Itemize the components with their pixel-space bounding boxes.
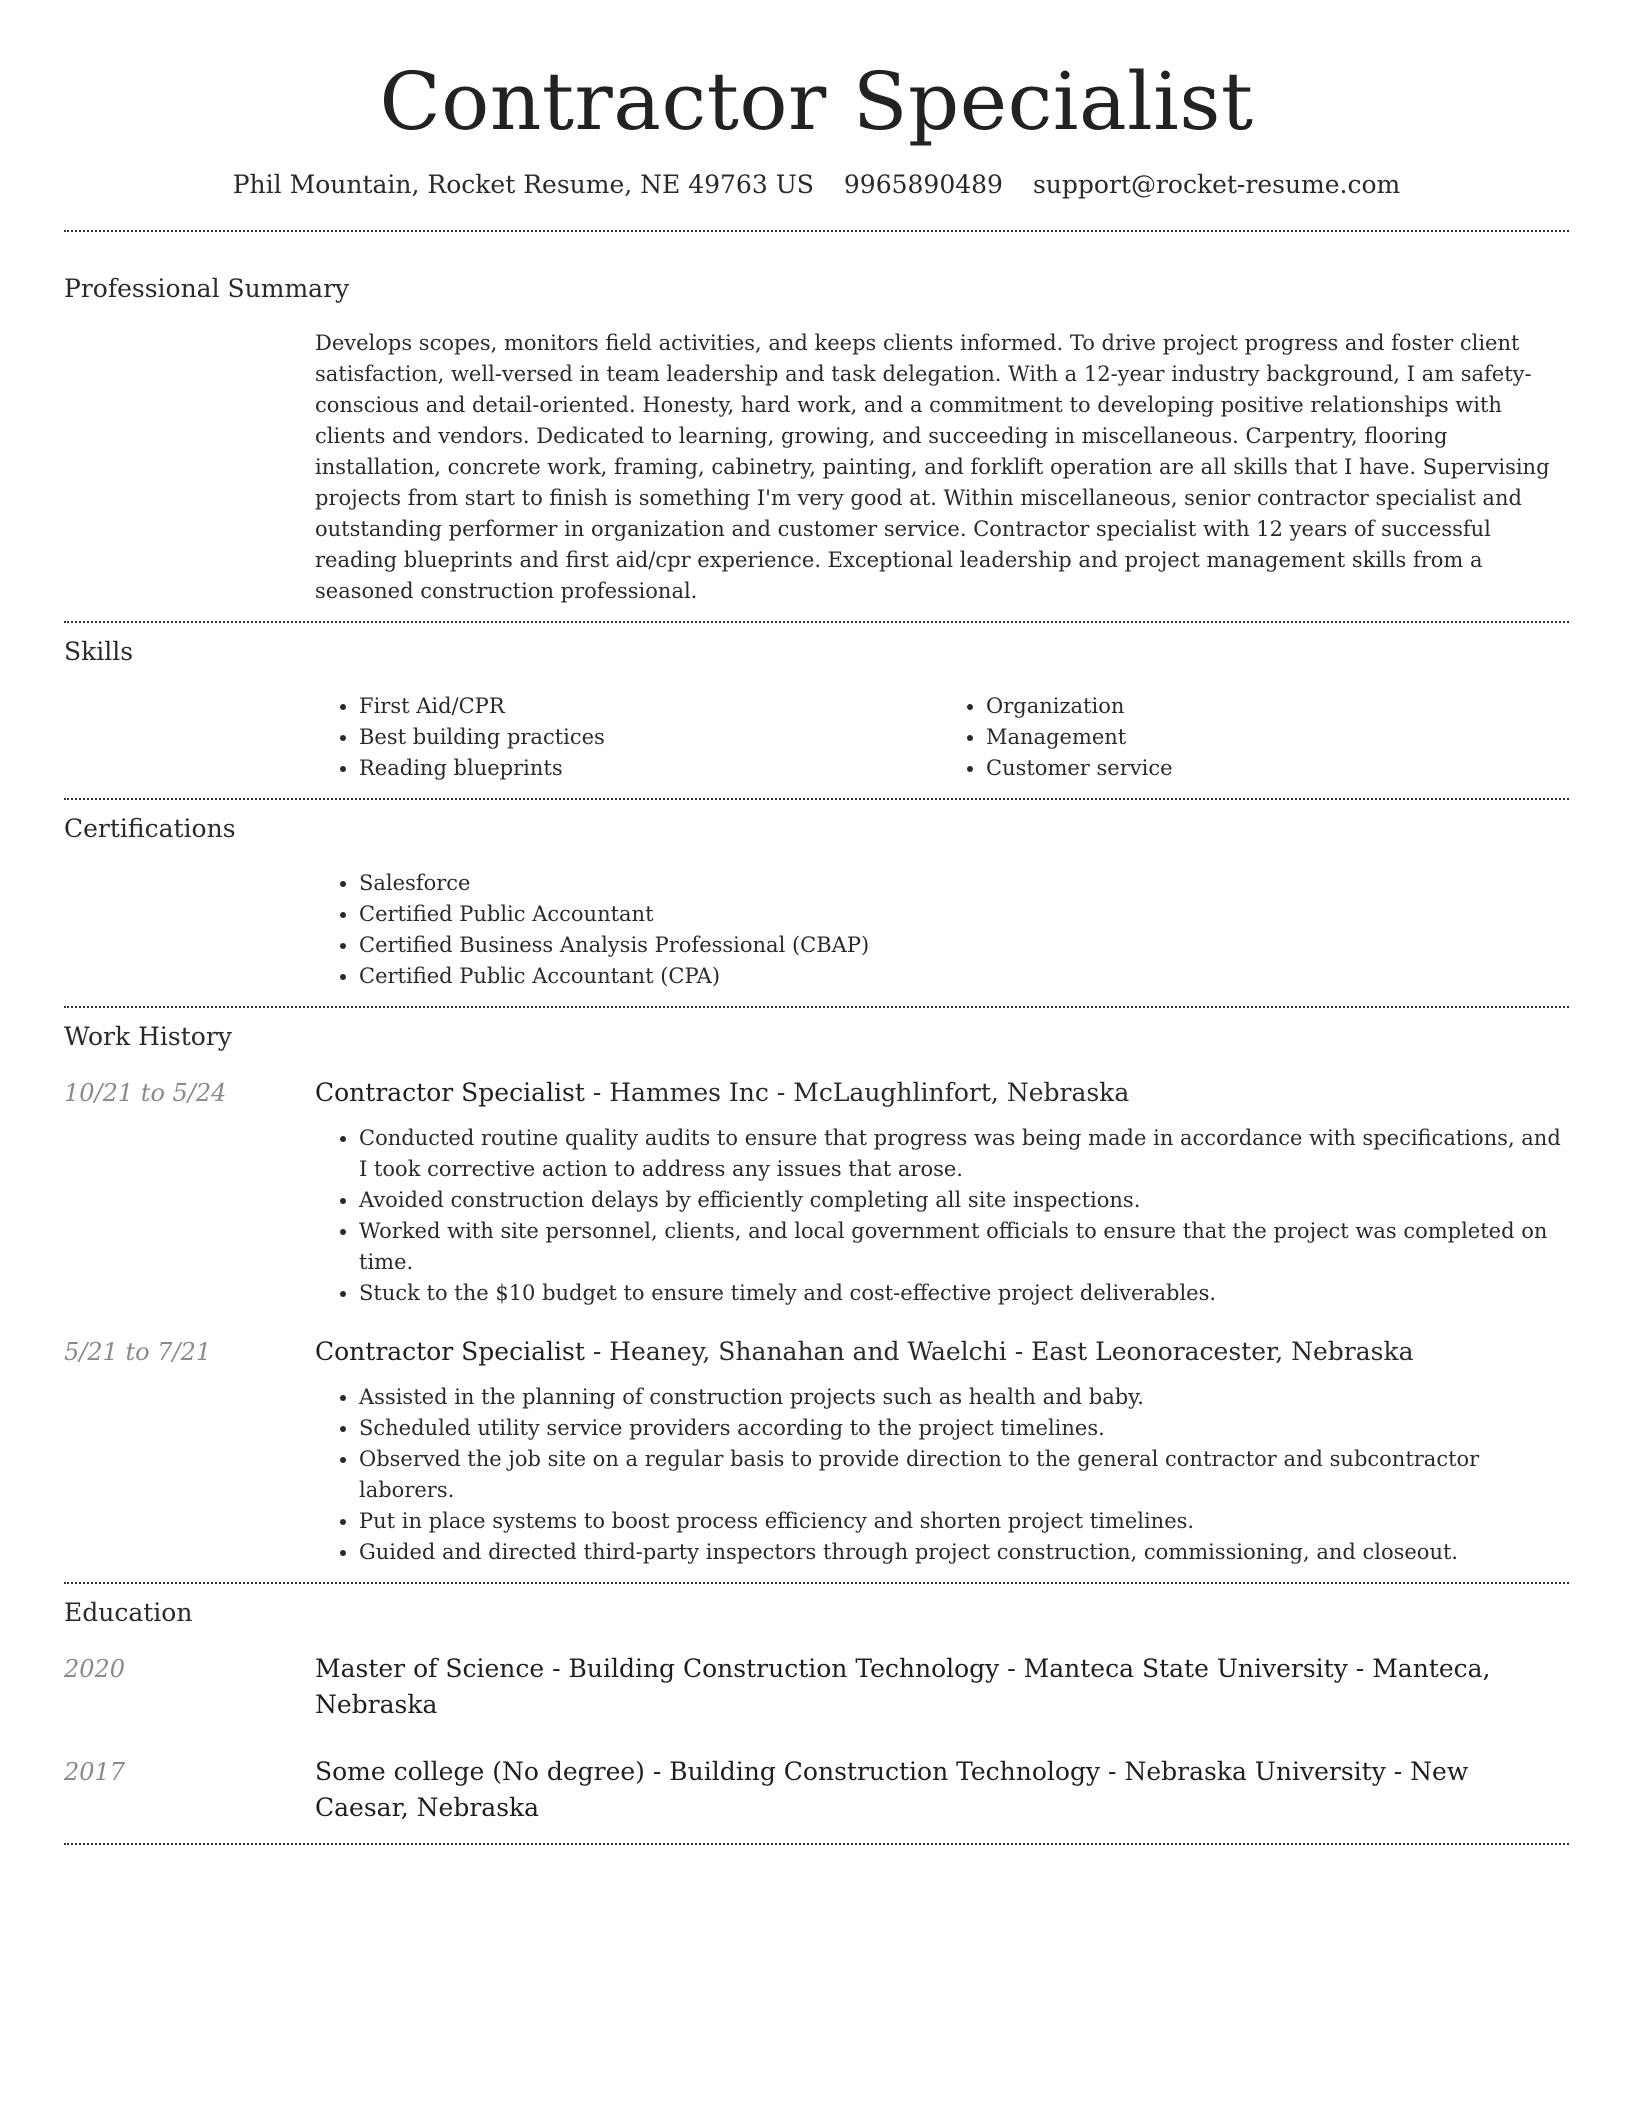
skills-section <box>64 623 1569 784</box>
education-degree: Some college (No degree) - Building Construction Technology <box>315 1757 1101 1786</box>
contact-phone: 9965890489 <box>843 170 1003 199</box>
job-bullets <box>315 1123 1569 1309</box>
certification-item: • Salesforce <box>359 868 1569 899</box>
certifications-section <box>64 800 1569 992</box>
job-title <box>315 1334 1569 1370</box>
skill-item: • Reading blueprints <box>359 753 942 784</box>
job-bullet: • Put in place systems to boost process efficiency and shorten project timelines. <box>359 1506 1569 1537</box>
education-section <box>64 1584 1569 1826</box>
job-bullet: • Avoided construction delays by efficiently completing all site inspections. <box>359 1185 1569 1216</box>
skill-item: • Management <box>986 722 1569 753</box>
job-bullet: • Assisted in the planning of construction projects such as health and baby. <box>359 1382 1569 1413</box>
certification-item: • Certified Public Accountant (CPA) <box>359 961 1569 992</box>
divider <box>64 1843 1569 1845</box>
job-role: Contractor Specialist <box>315 1337 585 1366</box>
job-bullet: • Worked with site personnel, clients, and local government officials to ensure that the project was completed on time. <box>359 1216 1569 1278</box>
job-bullet: • Stuck to the $10 budget to ensure timely and cost-effective project deliverables. <box>359 1278 1569 1309</box>
job-entry <box>64 1075 1569 1309</box>
job-bullet: • Conducted routine quality audits to ensure that progress was being made in accordance with specifications, and I took corrective action to address any issues that arose. <box>359 1123 1569 1185</box>
education-title-line <box>315 1651 1569 1723</box>
job-role: Contractor Specialist <box>315 1078 585 1107</box>
education-title: Education <box>64 1598 193 1627</box>
contact-line <box>64 168 1569 202</box>
education-year: 2020 <box>64 1655 126 1683</box>
work-title: Work History <box>64 1022 232 1051</box>
summary-text: Develops scopes, monitors field activities, and keeps clients informed. To drive project progress and foster client satisfaction, well-versed in team leadership and task delegation. With a 12-year industry background, I am safety-conscious and detail-oriented. Honesty, hard work, and a commitment to developing positive relationships with clients and vendors. Dedicated to learning, growing, and succeeding in miscellaneous. Carpentry, flooring installation, concrete work, framing, cabinetry, painting, and forklift operation are all skills that I have. Supervising projects from start to finish is something I'm very good at. Within miscellaneous, senior contractor specialist and outstanding performer in organization and customer service. Contractor specialist with 12 years of successful reading blueprints and first aid/cpr experience. Exceptional leadership and project management skills from a seasoned construction professional. <box>315 331 1550 603</box>
job-bullet: • Guided and directed third-party inspectors through project construction, commissioning, and closeout. <box>359 1537 1569 1568</box>
job-dates: 10/21 to 5/24 <box>64 1079 227 1107</box>
certification-item: • Certified Business Analysis Professional (CBAP) <box>359 930 1569 961</box>
education-entry <box>64 1754 1569 1826</box>
job-company: - Heaney, Shanahan and Waelchi - East Leonoracester, Nebraska <box>584 1337 1414 1366</box>
skill-item: • Best building practices <box>359 722 942 753</box>
certifications-title: Certifications <box>64 814 236 843</box>
certification-item: • Certified Public Accountant <box>359 899 1569 930</box>
skill-item: • Organization <box>986 691 1569 722</box>
skills-list <box>315 691 1569 784</box>
education-school: - Manteca State University - Manteca, Nebraska <box>315 1654 1491 1719</box>
summary-title: Professional Summary <box>64 274 350 303</box>
education-school: - Nebraska University - New Caesar, Nebraska <box>315 1757 1469 1822</box>
contact-address: Phil Mountain, Rocket Resume, NE 49763 US <box>232 170 814 199</box>
resume-name: Contractor Specialist <box>379 55 1254 148</box>
job-bullet: • Observed the job site on a regular basis to provide direction to the general contractor and subcontractor laborers. <box>359 1444 1569 1506</box>
job-title <box>315 1075 1569 1111</box>
job-entry <box>64 1334 1569 1568</box>
job-bullets <box>315 1382 1569 1568</box>
job-dates: 5/21 to 7/21 <box>64 1338 212 1366</box>
skills-title: Skills <box>64 637 134 666</box>
work-section <box>64 1008 1569 1568</box>
education-entry <box>64 1651 1569 1723</box>
job-company: - Hammes Inc - McLaughlinfort, Nebraska <box>584 1078 1130 1107</box>
skill-item: • First Aid/CPR <box>359 691 942 722</box>
contact-email: support@rocket-resume.com <box>1032 170 1401 199</box>
education-degree: Master of Science - Building Construction Technology <box>315 1654 1000 1683</box>
job-bullet: • Scheduled utility service providers according to the project timelines. <box>359 1413 1569 1444</box>
resume-page <box>64 0 1569 1845</box>
education-year: 2017 <box>64 1758 126 1786</box>
skill-item: • Customer service <box>986 753 1569 784</box>
certifications-list <box>315 868 1569 992</box>
education-title-line <box>315 1754 1569 1826</box>
summary-section <box>64 232 1569 607</box>
